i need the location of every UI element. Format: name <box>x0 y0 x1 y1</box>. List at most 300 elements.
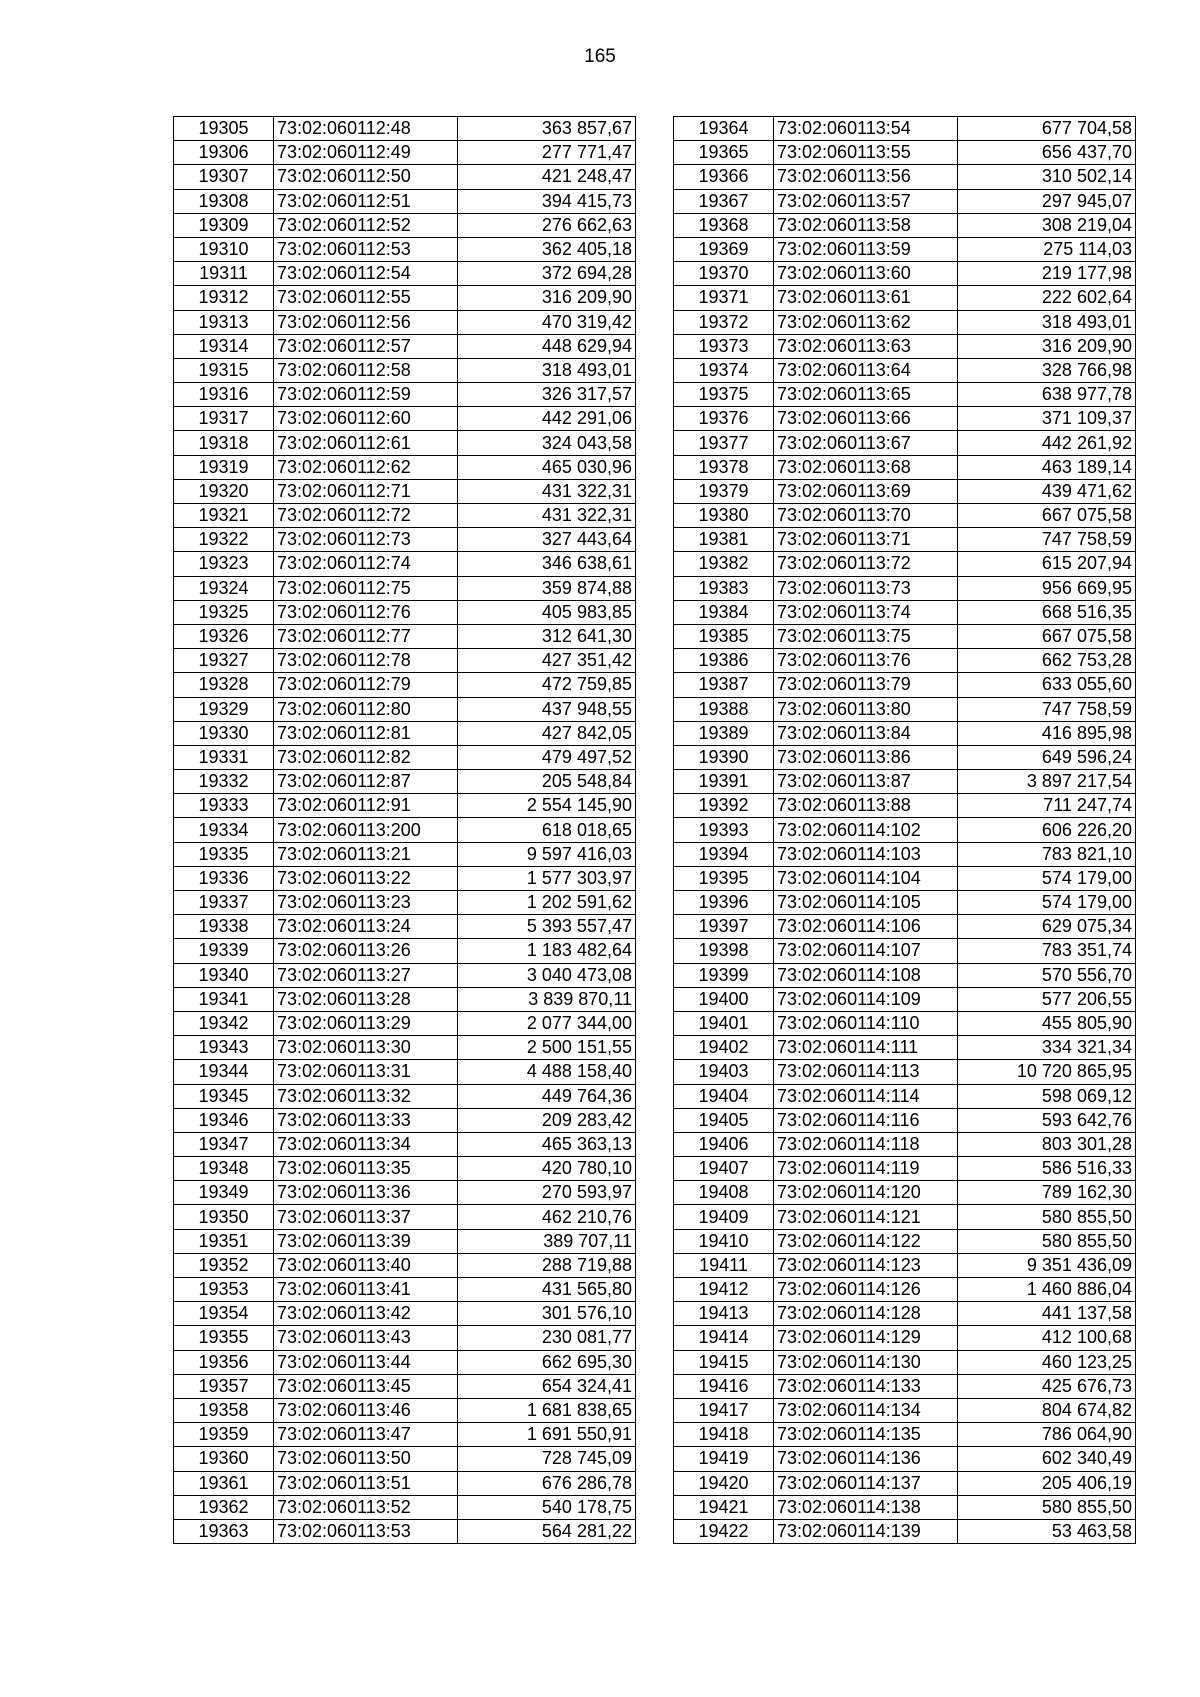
cadastral-number-cell: 73:02:060113:44 <box>274 1350 458 1374</box>
cadastral-number-cell: 73:02:060113:42 <box>274 1302 458 1326</box>
table-row <box>174 1471 636 1495</box>
table-row <box>674 963 1136 987</box>
table-row <box>174 673 636 697</box>
record-number-cell: 19376 <box>674 407 774 431</box>
cadastral-number-cell: 73:02:060113:51 <box>274 1471 458 1495</box>
cadastral-number-cell: 73:02:060113:65 <box>774 383 958 407</box>
value-cell: 326 317,57 <box>458 383 636 407</box>
table-row <box>674 189 1136 213</box>
record-number-cell: 19343 <box>174 1036 274 1060</box>
record-number-cell: 19405 <box>674 1108 774 1132</box>
value-cell: 427 351,42 <box>458 649 636 673</box>
record-number-cell: 19396 <box>674 891 774 915</box>
cadastral-number-cell: 73:02:060113:33 <box>274 1108 458 1132</box>
cadastral-number-cell: 73:02:060114:106 <box>774 915 958 939</box>
record-number-cell: 19330 <box>174 721 274 745</box>
table-row <box>174 1181 636 1205</box>
value-cell: 1 681 838,65 <box>458 1398 636 1422</box>
record-number-cell: 19339 <box>174 939 274 963</box>
table-row <box>674 237 1136 261</box>
record-number-cell: 19389 <box>674 721 774 745</box>
table-row <box>174 1326 636 1350</box>
value-cell: 783 351,74 <box>958 939 1136 963</box>
cadastral-number-cell: 73:02:060113:53 <box>274 1519 458 1543</box>
table-row <box>674 1326 1136 1350</box>
table-row <box>674 117 1136 141</box>
table-row <box>674 431 1136 455</box>
value-cell: 783 821,10 <box>958 842 1136 866</box>
cadastral-number-cell: 73:02:060114:123 <box>774 1253 958 1277</box>
value-cell: 346 638,61 <box>458 552 636 576</box>
record-number-cell: 19375 <box>674 383 774 407</box>
record-number-cell: 19365 <box>674 141 774 165</box>
cadastral-number-cell: 73:02:060113:52 <box>274 1495 458 1519</box>
value-cell: 1 202 591,62 <box>458 891 636 915</box>
cadastral-number-cell: 73:02:060114:103 <box>774 842 958 866</box>
table-row <box>674 1108 1136 1132</box>
record-number-cell: 19378 <box>674 455 774 479</box>
record-number-cell: 19332 <box>174 770 274 794</box>
record-number-cell: 19416 <box>674 1374 774 1398</box>
value-cell: 421 248,47 <box>458 165 636 189</box>
table-row <box>174 237 636 261</box>
record-number-cell: 19327 <box>174 649 274 673</box>
record-number-cell: 19344 <box>174 1060 274 1084</box>
value-cell: 1 460 886,04 <box>958 1278 1136 1302</box>
record-number-cell: 19316 <box>174 383 274 407</box>
value-cell: 598 069,12 <box>958 1084 1136 1108</box>
page-number: 165 <box>584 46 616 67</box>
table-row <box>674 866 1136 890</box>
cadastral-number-cell: 73:02:060114:137 <box>774 1471 958 1495</box>
cadastral-number-cell: 73:02:060113:41 <box>274 1278 458 1302</box>
value-cell: 448 629,94 <box>458 334 636 358</box>
value-cell: 2 077 344,00 <box>458 1011 636 1035</box>
table-row <box>674 673 1136 697</box>
cadastral-number-cell: 73:02:060113:60 <box>774 262 958 286</box>
value-cell: 277 771,47 <box>458 141 636 165</box>
record-number-cell: 19329 <box>174 697 274 721</box>
cadastral-number-cell: 73:02:060113:47 <box>274 1423 458 1447</box>
value-cell: 318 493,01 <box>458 358 636 382</box>
table-row <box>174 1423 636 1447</box>
record-number-cell: 19383 <box>674 576 774 600</box>
record-number-cell: 19395 <box>674 866 774 890</box>
record-number-cell: 19360 <box>174 1447 274 1471</box>
cadastral-number-cell: 73:02:060113:68 <box>774 455 958 479</box>
cadastral-number-cell: 73:02:060112:74 <box>274 552 458 576</box>
record-number-cell: 19403 <box>674 1060 774 1084</box>
value-cell: 633 055,60 <box>958 673 1136 697</box>
record-number-cell: 19367 <box>674 189 774 213</box>
table-row <box>174 1084 636 1108</box>
value-cell: 359 874,88 <box>458 576 636 600</box>
record-number-cell: 19350 <box>174 1205 274 1229</box>
record-number-cell: 19385 <box>674 624 774 648</box>
table-row <box>674 1011 1136 1035</box>
value-cell: 334 321,34 <box>958 1036 1136 1060</box>
cadastral-number-cell: 73:02:060113:74 <box>774 600 958 624</box>
record-number-cell: 19314 <box>174 334 274 358</box>
table-row <box>174 262 636 286</box>
record-number-cell: 19415 <box>674 1350 774 1374</box>
cadastral-number-cell: 73:02:060113:64 <box>774 358 958 382</box>
value-cell: 394 415,73 <box>458 189 636 213</box>
cadastral-number-cell: 73:02:060113:63 <box>774 334 958 358</box>
table-row <box>674 141 1136 165</box>
cadastral-number-cell: 73:02:060112:87 <box>274 770 458 794</box>
table-row <box>674 455 1136 479</box>
record-number-cell: 19349 <box>174 1181 274 1205</box>
table-row <box>174 407 636 431</box>
record-number-cell: 19366 <box>674 165 774 189</box>
record-number-cell: 19345 <box>174 1084 274 1108</box>
record-number-cell: 19322 <box>174 528 274 552</box>
cadastral-number-cell: 73:02:060114:122 <box>774 1229 958 1253</box>
table-row <box>174 117 636 141</box>
value-cell: 803 301,28 <box>958 1132 1136 1156</box>
cadastral-number-cell: 73:02:060114:126 <box>774 1278 958 1302</box>
table-row <box>174 963 636 987</box>
cadastral-number-cell: 73:02:060112:62 <box>274 455 458 479</box>
table-row <box>174 770 636 794</box>
value-cell: 425 676,73 <box>958 1374 1136 1398</box>
cadastral-number-cell: 73:02:060113:59 <box>774 237 958 261</box>
value-cell: 371 109,37 <box>958 407 1136 431</box>
table-row <box>674 1278 1136 1302</box>
value-cell: 574 179,00 <box>958 866 1136 890</box>
record-number-cell: 19308 <box>174 189 274 213</box>
cadastral-number-cell: 73:02:060113:36 <box>274 1181 458 1205</box>
record-number-cell: 19342 <box>174 1011 274 1035</box>
table-row <box>174 987 636 1011</box>
table-row <box>174 1374 636 1398</box>
record-number-cell: 19394 <box>674 842 774 866</box>
table-row <box>174 479 636 503</box>
record-number-cell: 19393 <box>674 818 774 842</box>
value-cell: 677 704,58 <box>958 117 1136 141</box>
cadastral-number-cell: 73:02:060114:129 <box>774 1326 958 1350</box>
cadastral-number-cell: 73:02:060114:133 <box>774 1374 958 1398</box>
table-row <box>174 891 636 915</box>
value-cell: 1 183 482,64 <box>458 939 636 963</box>
record-number-cell: 19404 <box>674 1084 774 1108</box>
record-number-cell: 19319 <box>174 455 274 479</box>
record-number-cell: 19312 <box>174 286 274 310</box>
record-number-cell: 19379 <box>674 479 774 503</box>
value-cell: 318 493,01 <box>958 310 1136 334</box>
value-cell: 437 948,55 <box>458 697 636 721</box>
table-row <box>174 431 636 455</box>
table-row <box>674 1060 1136 1084</box>
parcel-table-right <box>673 116 1136 1544</box>
value-cell: 804 674,82 <box>958 1398 1136 1422</box>
record-number-cell: 19331 <box>174 745 274 769</box>
cadastral-number-cell: 73:02:060113:71 <box>774 528 958 552</box>
value-cell: 316 209,90 <box>458 286 636 310</box>
table-row <box>674 479 1136 503</box>
record-number-cell: 19388 <box>674 697 774 721</box>
table-row <box>674 310 1136 334</box>
cadastral-number-cell: 73:02:060113:21 <box>274 842 458 866</box>
table-row <box>174 504 636 528</box>
value-cell: 2 554 145,90 <box>458 794 636 818</box>
record-number-cell: 19384 <box>674 600 774 624</box>
table-row <box>674 1157 1136 1181</box>
table-row <box>174 649 636 673</box>
record-number-cell: 19362 <box>174 1495 274 1519</box>
table-row <box>174 842 636 866</box>
value-cell: 230 081,77 <box>458 1326 636 1350</box>
cadastral-number-cell: 73:02:060112:78 <box>274 649 458 673</box>
cadastral-number-cell: 73:02:060112:72 <box>274 504 458 528</box>
table-row <box>174 1157 636 1181</box>
record-number-cell: 19392 <box>674 794 774 818</box>
value-cell: 327 443,64 <box>458 528 636 552</box>
value-cell: 570 556,70 <box>958 963 1136 987</box>
cadastral-number-cell: 73:02:060112:49 <box>274 141 458 165</box>
table-row <box>674 1205 1136 1229</box>
table-row <box>674 939 1136 963</box>
table-row <box>674 165 1136 189</box>
value-cell: 222 602,64 <box>958 286 1136 310</box>
record-number-cell: 19315 <box>174 358 274 382</box>
record-number-cell: 19317 <box>174 407 274 431</box>
value-cell: 602 340,49 <box>958 1447 1136 1471</box>
record-number-cell: 19324 <box>174 576 274 600</box>
value-cell: 420 780,10 <box>458 1157 636 1181</box>
cadastral-number-cell: 73:02:060113:58 <box>774 213 958 237</box>
cadastral-number-cell: 73:02:060112:53 <box>274 237 458 261</box>
record-number-cell: 19411 <box>674 1253 774 1277</box>
value-cell: 662 753,28 <box>958 649 1136 673</box>
table-row <box>174 1519 636 1543</box>
table-row <box>674 1471 1136 1495</box>
table-row <box>174 818 636 842</box>
value-cell: 618 018,65 <box>458 818 636 842</box>
value-cell: 789 162,30 <box>958 1181 1136 1205</box>
value-cell: 442 291,06 <box>458 407 636 431</box>
record-number-cell: 19340 <box>174 963 274 987</box>
value-cell: 9 597 416,03 <box>458 842 636 866</box>
table-row <box>174 1060 636 1084</box>
cadastral-number-cell: 73:02:060113:67 <box>774 431 958 455</box>
record-number-cell: 19363 <box>174 1519 274 1543</box>
cadastral-number-cell: 73:02:060112:48 <box>274 117 458 141</box>
cadastral-number-cell: 73:02:060113:75 <box>774 624 958 648</box>
table-row <box>174 866 636 890</box>
table-row <box>674 721 1136 745</box>
record-number-cell: 19377 <box>674 431 774 455</box>
table-row <box>174 455 636 479</box>
value-cell: 470 319,42 <box>458 310 636 334</box>
cadastral-number-cell: 73:02:060112:60 <box>274 407 458 431</box>
value-cell: 316 209,90 <box>958 334 1136 358</box>
cadastral-number-cell: 73:02:060113:200 <box>274 818 458 842</box>
record-number-cell: 19372 <box>674 310 774 334</box>
record-number-cell: 19348 <box>174 1157 274 1181</box>
cadastral-number-cell: 73:02:060113:46 <box>274 1398 458 1422</box>
record-number-cell: 19380 <box>674 504 774 528</box>
parcel-table-left <box>173 116 636 1544</box>
record-number-cell: 19325 <box>174 600 274 624</box>
cadastral-number-cell: 73:02:060114:118 <box>774 1132 958 1156</box>
record-number-cell: 19414 <box>674 1326 774 1350</box>
cadastral-number-cell: 73:02:060113:62 <box>774 310 958 334</box>
value-cell: 275 114,03 <box>958 237 1136 261</box>
cadastral-number-cell: 73:02:060113:84 <box>774 721 958 745</box>
table-row <box>674 1181 1136 1205</box>
record-number-cell: 19336 <box>174 866 274 890</box>
record-number-cell: 19391 <box>674 770 774 794</box>
table-row <box>674 576 1136 600</box>
record-number-cell: 19370 <box>674 262 774 286</box>
value-cell: 363 857,67 <box>458 117 636 141</box>
record-number-cell: 19333 <box>174 794 274 818</box>
cadastral-number-cell: 73:02:060113:76 <box>774 649 958 673</box>
value-cell: 455 805,90 <box>958 1011 1136 1035</box>
cadastral-number-cell: 73:02:060112:59 <box>274 383 458 407</box>
cadastral-number-cell: 73:02:060113:56 <box>774 165 958 189</box>
cadastral-number-cell: 73:02:060114:136 <box>774 1447 958 1471</box>
cadastral-number-cell: 73:02:060113:32 <box>274 1084 458 1108</box>
record-number-cell: 19359 <box>174 1423 274 1447</box>
value-cell: 564 281,22 <box>458 1519 636 1543</box>
cadastral-number-cell: 73:02:060112:81 <box>274 721 458 745</box>
table-row <box>674 1350 1136 1374</box>
value-cell: 667 075,58 <box>958 504 1136 528</box>
cadastral-number-cell: 73:02:060114:110 <box>774 1011 958 1035</box>
record-number-cell: 19309 <box>174 213 274 237</box>
cadastral-number-cell: 73:02:060112:73 <box>274 528 458 552</box>
value-cell: 711 247,74 <box>958 794 1136 818</box>
table-row <box>174 721 636 745</box>
value-cell: 301 576,10 <box>458 1302 636 1326</box>
table-row <box>674 915 1136 939</box>
record-number-cell: 19374 <box>674 358 774 382</box>
value-cell: 308 219,04 <box>958 213 1136 237</box>
value-cell: 310 502,14 <box>958 165 1136 189</box>
value-cell: 629 075,34 <box>958 915 1136 939</box>
record-number-cell: 19386 <box>674 649 774 673</box>
cadastral-number-cell: 73:02:060112:57 <box>274 334 458 358</box>
cadastral-number-cell: 73:02:060112:58 <box>274 358 458 382</box>
cadastral-number-cell: 73:02:060114:113 <box>774 1060 958 1084</box>
value-cell: 297 945,07 <box>958 189 1136 213</box>
table-row <box>674 818 1136 842</box>
value-cell: 577 206,55 <box>958 987 1136 1011</box>
value-cell: 10 720 865,95 <box>958 1060 1136 1084</box>
cadastral-number-cell: 73:02:060113:30 <box>274 1036 458 1060</box>
value-cell: 270 593,97 <box>458 1181 636 1205</box>
value-cell: 676 286,78 <box>458 1471 636 1495</box>
cadastral-number-cell: 73:02:060113:40 <box>274 1253 458 1277</box>
record-number-cell: 19361 <box>174 1471 274 1495</box>
cadastral-number-cell: 73:02:060112:51 <box>274 189 458 213</box>
record-number-cell: 19409 <box>674 1205 774 1229</box>
value-cell: 580 855,50 <box>958 1229 1136 1253</box>
value-cell: 205 548,84 <box>458 770 636 794</box>
cadastral-number-cell: 73:02:060114:119 <box>774 1157 958 1181</box>
value-cell: 580 855,50 <box>958 1205 1136 1229</box>
cadastral-number-cell: 73:02:060113:31 <box>274 1060 458 1084</box>
value-cell: 324 043,58 <box>458 431 636 455</box>
record-number-cell: 19311 <box>174 262 274 286</box>
cadastral-number-cell: 73:02:060113:29 <box>274 1011 458 1035</box>
value-cell: 2 500 151,55 <box>458 1036 636 1060</box>
table-row <box>674 987 1136 1011</box>
table-row <box>674 1302 1136 1326</box>
table-row <box>174 1278 636 1302</box>
value-cell: 441 137,58 <box>958 1302 1136 1326</box>
table-row <box>674 745 1136 769</box>
table-row <box>674 1132 1136 1156</box>
record-number-cell: 19381 <box>674 528 774 552</box>
cadastral-number-cell: 73:02:060114:134 <box>774 1398 958 1422</box>
table-row <box>174 1108 636 1132</box>
record-number-cell: 19373 <box>674 334 774 358</box>
value-cell: 638 977,78 <box>958 383 1136 407</box>
table-row <box>674 1036 1136 1060</box>
table-row <box>174 1011 636 1035</box>
cadastral-number-cell: 73:02:060113:86 <box>774 745 958 769</box>
table-row <box>174 189 636 213</box>
value-cell: 312 641,30 <box>458 624 636 648</box>
value-cell: 606 226,20 <box>958 818 1136 842</box>
cadastral-number-cell: 73:02:060113:39 <box>274 1229 458 1253</box>
table-row <box>174 165 636 189</box>
table-row <box>674 1519 1136 1543</box>
table-row <box>674 624 1136 648</box>
table-row <box>174 213 636 237</box>
table-row <box>674 891 1136 915</box>
value-cell: 1 577 303,97 <box>458 866 636 890</box>
value-cell: 4 488 158,40 <box>458 1060 636 1084</box>
record-number-cell: 19417 <box>674 1398 774 1422</box>
value-cell: 431 322,31 <box>458 504 636 528</box>
record-number-cell: 19412 <box>674 1278 774 1302</box>
cadastral-number-cell: 73:02:060112:80 <box>274 697 458 721</box>
table-row <box>674 528 1136 552</box>
value-cell: 654 324,41 <box>458 1374 636 1398</box>
record-number-cell: 19406 <box>674 1132 774 1156</box>
value-cell: 389 707,11 <box>458 1229 636 1253</box>
value-cell: 649 596,24 <box>958 745 1136 769</box>
record-number-cell: 19398 <box>674 939 774 963</box>
record-number-cell: 19313 <box>174 310 274 334</box>
cadastral-number-cell: 73:02:060113:57 <box>774 189 958 213</box>
table-row <box>174 624 636 648</box>
cadastral-number-cell: 73:02:060113:24 <box>274 915 458 939</box>
value-cell: 479 497,52 <box>458 745 636 769</box>
value-cell: 574 179,00 <box>958 891 1136 915</box>
record-number-cell: 19318 <box>174 431 274 455</box>
table-row <box>174 1495 636 1519</box>
cadastral-number-cell: 73:02:060113:43 <box>274 1326 458 1350</box>
cadastral-number-cell: 73:02:060113:27 <box>274 963 458 987</box>
value-cell: 728 745,09 <box>458 1447 636 1471</box>
cadastral-number-cell: 73:02:060114:139 <box>774 1519 958 1543</box>
record-number-cell: 19355 <box>174 1326 274 1350</box>
value-cell: 667 075,58 <box>958 624 1136 648</box>
record-number-cell: 19353 <box>174 1278 274 1302</box>
cadastral-number-cell: 73:02:060114:130 <box>774 1350 958 1374</box>
value-cell: 747 758,59 <box>958 528 1136 552</box>
table-row <box>674 213 1136 237</box>
table-row <box>674 1374 1136 1398</box>
table-row <box>674 794 1136 818</box>
cadastral-number-cell: 73:02:060114:111 <box>774 1036 958 1060</box>
